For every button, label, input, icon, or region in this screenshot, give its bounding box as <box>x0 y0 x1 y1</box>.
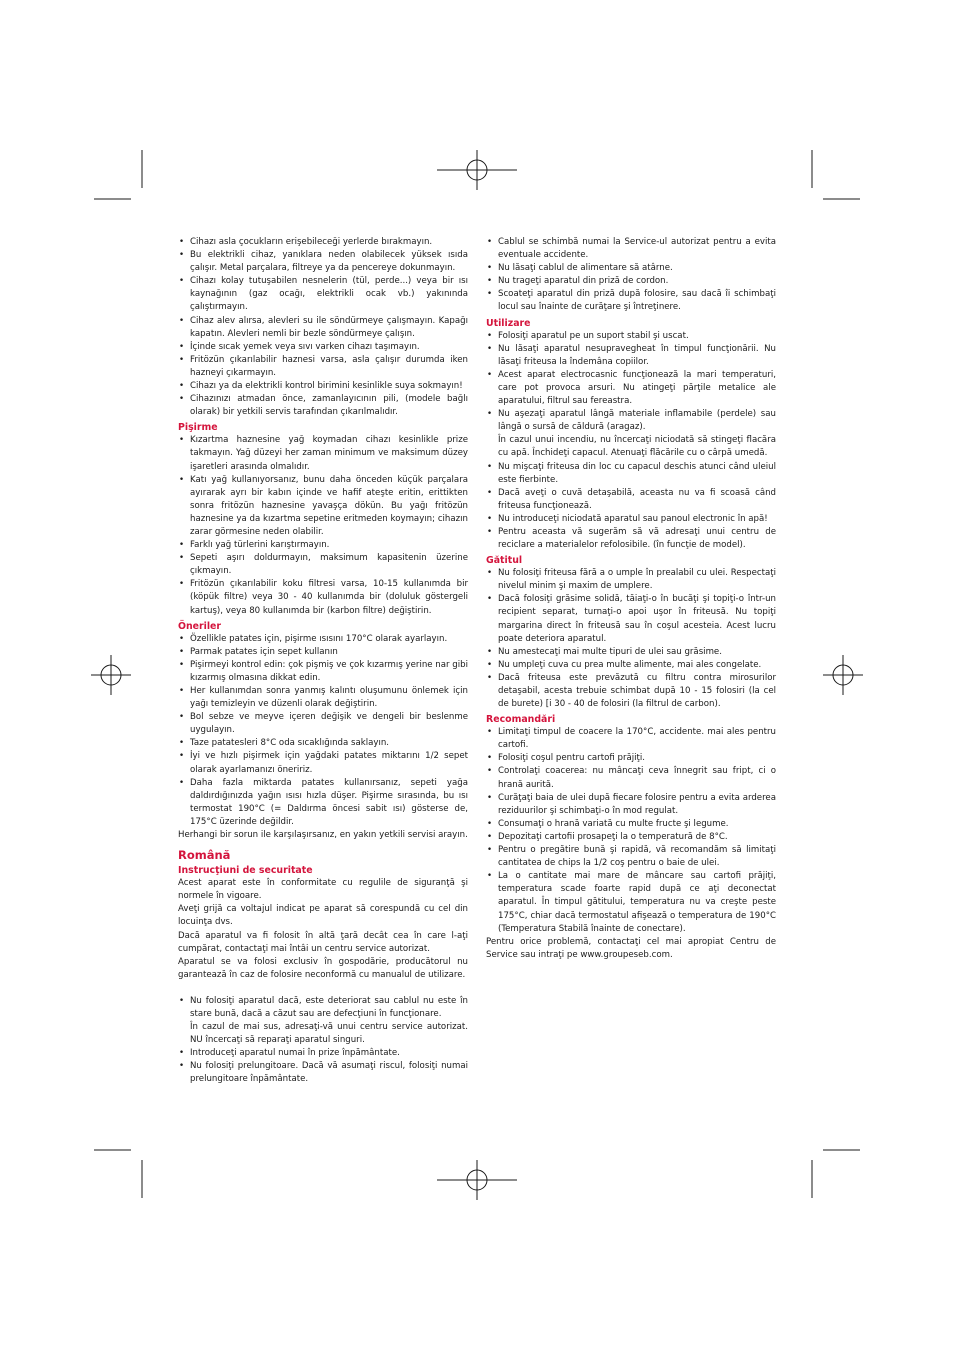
list-item: • La o cantitate mai mare de mâncare sau cartofi prăjiţi, temperatura scade foarte rapid după ce aţi deconectat aparatul. În timpul gătitului, temperatura nu va creşte peste 175°C, chiar dacă termostatul afişează o temperatura de 190°C (Temperatura Stabilă înainte de conectare). <box>486 870 776 935</box>
list-item: • İçinde sıcak yemek veya sıvı varken cihazı taşımayın. <box>178 341 468 354</box>
intro-paragraph: Acest aparat este în conformitate cu regulile de siguranţă şi normele în vigoare. <box>178 878 468 902</box>
romanian-cooking-list <box>486 567 776 711</box>
turkish-closing-text: Herhangi bir sorun ile karşılaşırsanız, en yakın yetkili servisi arayın. <box>178 830 468 841</box>
list-item: • Scoateţi aparatul din priză după folosire, sau dacă îi schimbaţi locul sau înainte de curăţare şi întreţinere. <box>486 288 776 314</box>
romanian-cable-list <box>486 236 776 315</box>
section-heading-recomandari: Recomandări <box>486 714 556 726</box>
romanian-recommendations-list <box>486 726 776 936</box>
list-item: • Her kullanımdan sonra yanmış kalıntı oluşumunu önlemek için yağı temizleyin ve düzenli olarak değiştirin. <box>178 685 468 711</box>
list-item: • Nu mişcaţi friteusa din loc cu capacul deschis atunci când uleiul este fierbinte. <box>486 461 776 487</box>
list-item: • Controlaţi coacerea: nu mâncaţi ceva înnegrit sau fript, ci o hrană aurită. <box>486 765 776 791</box>
list-item: • Özellikle patates için, pişirme ısısını 170°C olarak ayarlayın. <box>178 633 468 646</box>
list-item: • Daha fazla miktarda patates kullanırsanız, sepeti yağa daldırdığınızda yağın ısısı hızla düşer. Pişirme sırasında, bu ısı termostat 190°C (= Daldırma öncesi sabit ısı) gösterse de, 175°C üzerinde değildir. <box>178 777 468 829</box>
list-item: • Nu lăsaţi cablul de alimentare să atârne. <box>486 262 776 275</box>
right-column <box>486 236 776 962</box>
list-item: • Dacă friteusa este prevăzută cu filtru contra mirosurilor detaşabil, acesta trebuie schimbat după 10 - 15 folosiri (la cel de burete) [i 30 - 40 de folosiri (la filtrul de carbon). <box>486 672 776 711</box>
list-item: • Consumaţi o hrană variată cu multe fructe şi legume. <box>486 818 776 831</box>
list-item: • Pişirmeyi kontrol edin: çok pişmiş ve çok kızarmış yerine nar gibi kızarmış olmasına dikkat edin. <box>178 659 468 685</box>
section-heading-utilizare: Utilizare <box>486 317 531 329</box>
list-item: • Cihazınızı atmadan önce, zamanlayıcının pili, (modele bağlı olarak) bir yetkili servis tarafından çıkarılmalıdır. <box>178 393 468 419</box>
list-item: • Depozitaţi cartofii prosapeţi la o temperatură de 8°C. <box>486 831 776 844</box>
list-item: • Nu trageţi aparatul din priză de cordon. <box>486 275 776 288</box>
list-item: • Fritözün çıkarılabilir koku filtresi varsa, 10-15 kullanımda bir (köpük filtre) veya 30 - 40 kullanımda bir (doluluk göstergeli kartuş), veya 80 kullanımda bir (karbon filtre) değiştirin. <box>178 578 468 617</box>
section-heading-gatitul: Gătitul <box>486 555 523 567</box>
romanian-usage-list-continued <box>486 461 776 553</box>
romanian-usage-list <box>486 330 776 435</box>
list-item: • Kızartma haznesine yağ koymadan cihazı kesinlikle prize takmayın. Yağ düzeyi her zaman minimum ve maksimum düzey işaretleri arasında olmalıdır. <box>178 434 468 473</box>
romanian-safety-list-continued <box>178 1047 468 1086</box>
turkish-safety-list <box>178 236 468 419</box>
list-item: • Nu umpleţi cuva cu prea multe alimente, mai ales congelate. <box>486 659 776 672</box>
intro-paragraph: Aveţi grijă ca voltajul indicat pe aparat să corespundă cu cel din locuinţa dvs. <box>178 904 468 928</box>
list-item: • Acest aparat electrocasnic funcţionează la mari temperaturi, care pot provoca arsuri. Nu atingeţi părţile metalice ale aparatului, filtrul sau fereastra. <box>486 369 776 408</box>
list-item: • Sepeti aşırı doldurmayın, maksimum kapasitenin üzerine çıkmayın. <box>178 552 468 578</box>
list-item: • İyi ve hızlı pişirmek için yağdaki patates miktarını 1/2 sepet olarak ayarlamanızı öneririz. <box>178 750 468 776</box>
turkish-tips-list <box>178 633 468 829</box>
list-item: • Pentru aceasta vă sugerăm să vă adresaţi unui centru de reciclare a materialelor refolosibile. (în funcţie de model). <box>486 526 776 552</box>
list-item: • Introduceţi aparatul numai în prize înpământate. <box>178 1047 468 1060</box>
list-item: • Nu introduceţi niciodată aparatul sau panoul electronic în apă! <box>486 513 776 526</box>
turkish-cooking-list <box>178 434 468 617</box>
romanian-safety-list <box>178 995 468 1021</box>
list-item: • Dacă folosiţi grăsime solidă, tăiaţi-o în bucăţi şi topiţi-o într-un recipient separat, turnaţi-o apoi uşor în friteusă. Nu topiţi margarina direct în friteusă sau în coşul acesteia. Acest lucru poate deteriora aparatul. <box>486 593 776 645</box>
list-item: • Cihazı asla çocukların erişebileceği yerlerde bırakmayın. <box>178 236 468 249</box>
language-heading-romana: Română <box>178 848 231 863</box>
list-item: • Nu amestecaţi mai multe tipuri de ulei sau grăsime. <box>486 646 776 659</box>
list-item: • Nu folosiţi aparatul dacă, este deteriorat sau cablul nu este în stare bună, dacă a căzut sau are defecţiuni în funcţionare. <box>178 995 468 1021</box>
list-item: • Nu aşezaţi aparatul lângă materiale inflamabile (perdele) sau lângă o sursă de căldură (aragaz). <box>486 408 776 434</box>
list-item: • Dacă aveţi o cuvă detaşabilă, aceasta nu va fi scoasă când friteusa funcţionează. <box>486 487 776 513</box>
list-item: • Bu elektrikli cihaz, yanıklara neden olabilecek yüksek ısıda çalışır. Metal parçalara, filtreye ya da pencereye dokunmayın. <box>178 249 468 275</box>
list-item: • Curăţaţi baia de ulei după fiecare folosire pentru a evita arderea reziduurilor şi schimbaţi-o în mod regulat. <box>486 792 776 818</box>
list-item: • Farklı yağ türlerini karıştırmayın. <box>178 539 468 552</box>
intro-paragraph: Dacă aparatul va fi folosit în altă ţară decât cea în care l-aţi cumpărat, contactaţi mai întâi un centru service autorizat. <box>178 930 468 954</box>
list-item: • Pentru o pregătire bună şi rapidă, vă recomandăm să limitaţi cantitatea de chips la 1/2 coş pentru o baie de ulei. <box>486 844 776 870</box>
list-item: • Cihazı kolay tutuşabilen nesnelerin (tül, perde...) veya bir ısı kaynağının (gaz ocağı, elektrikli ocak vb.) yakınında çalıştırmayın. <box>178 275 468 314</box>
list-item: • Cihazı ya da elektrikli kontrol birimini kesinlikle suya sokmayın! <box>178 380 468 393</box>
intro-paragraph: Aparatul se va folosi exclusiv în gospodărie, producătorul nu garantează în caz de folosire neconformă cu manualul de utilizare. <box>178 956 468 980</box>
section-heading-pisirme: Pişirme <box>178 422 218 434</box>
list-note: În cazul de mai sus, adresaţi-vă unui centru service autorizat. NU încercaţi să reparaţi aparatul singuri. <box>190 1022 468 1046</box>
list-item: • Cihaz alev alırsa, alevleri su ile söndürmeye çalışmayın. Kapağı kapatın. Alevleri nemli bir bezle söndürmeye çalışın. <box>178 315 468 341</box>
list-note: În cazul unui incendiu, nu încercaţi niciodată să stingeţi flacăra cu apă. Închideţi capacul. Atenuaţi flăcările cu o cârpă umedă. <box>498 435 776 459</box>
section-heading-securitate: Instrucţiuni de securitate <box>178 865 313 877</box>
list-item: • Katı yağ kullanıyorsanız, bunu daha önceden küçük parçalara ayırarak ayrı bir kabın içinde ve hafif ateşte eritin, erittikten sonra fritözün haznesine yavaşça dökün. Bu yağı fritözün haznesine ya da kızartma sepetine eritmeden koymayın; cihazın zarar görmesine neden olabilir. <box>178 474 468 539</box>
list-item: • Nu folosiţi prelungitoare. Dacă vă asumaţi riscul, folosiţi numai prelungitoare înpământate. <box>178 1060 468 1086</box>
romanian-closing-text: Pentru orice problemă, contactaţi cel mai apropiat Centru de Service sau intraţi pe www.groupeseb.com. <box>486 936 776 960</box>
list-item: • Folosiţi aparatul pe un suport stabil şi uscat. <box>486 330 776 343</box>
list-item: • Taze patatesleri 8°C oda sıcaklığında saklayın. <box>178 737 468 750</box>
list-item: • Nu folosiţi friteusa fără a o umple în prealabil cu ulei. Respectaţi nivelul minim şi maxim de umplere. <box>486 567 776 593</box>
list-item: • Fritözün çıkarılabilir haznesi varsa, asla çalışır durumda iken hazneyi çıkarmayın. <box>178 354 468 380</box>
list-item: • Cablul se schimbă numai la Service-ul autorizat pentru a evita eventuale accidente. <box>486 236 776 262</box>
list-item: • Parmak patates için sepet kullanın <box>178 646 468 659</box>
list-item: • Nu lăsaţi aparatul nesupravegheat în timpul funcţionării. Nu lăsaţi friteusa la îndemâna copiilor. <box>486 343 776 369</box>
list-item: • Limitaţi timpul de coacere la 170°C, accidente. mai ales pentru cartofi. <box>486 726 776 752</box>
list-item: • Folosiţi coşul pentru cartofi prăjiţi. <box>486 752 776 765</box>
section-heading-oneriler: Öneriler <box>178 620 222 632</box>
list-item: • Bol sebze ve meyve içeren değişik ve dengeli bir beslenme uygulayın. <box>178 711 468 737</box>
left-column <box>178 236 468 1087</box>
spacer <box>178 982 468 995</box>
